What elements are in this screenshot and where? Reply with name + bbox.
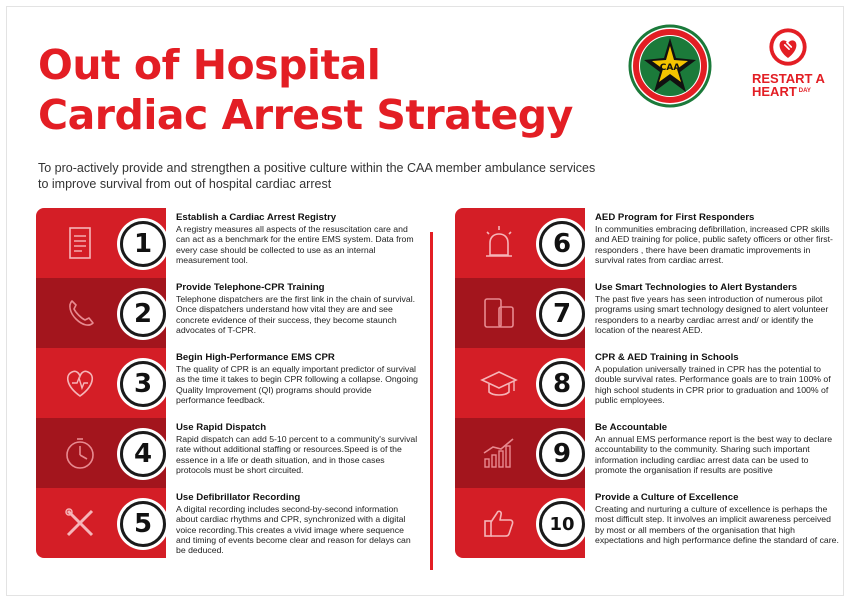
tools-icon <box>60 503 100 543</box>
step-number: 9 <box>539 431 585 477</box>
step-title: Establish a Cardiac Arrest Registry <box>176 212 337 223</box>
step-title: Use Smart Technologies to Alert Bystanders <box>595 282 798 293</box>
step-item <box>36 208 426 278</box>
step-body: Creating and nurturing a culture of excellence is perhaps the most difficult step. It involves an implicit awareness perceived by most or all members of the organisation that high expectations and high performance define the standard of care. <box>595 504 839 545</box>
step-text <box>595 282 839 335</box>
step-text <box>176 422 420 475</box>
step-number: 8 <box>539 361 585 407</box>
step-body: In communities embracing defibrillation, increased CPR skills and AED training for police, public safety officers or other first-responders , there have been dramatic improvements in survival rates from cardiac arrest. <box>595 224 833 265</box>
step-item <box>455 278 845 348</box>
step-item <box>455 208 845 278</box>
step-item <box>455 418 845 488</box>
step-body: Telephone dispatchers are the first link in the chain of survival. Once dispatchers understand how vital they are and see concrete evidence of their success, they become staunch advocates of T-CPR. <box>176 294 416 335</box>
step-number: 6 <box>539 221 585 267</box>
step-number: 5 <box>120 501 166 547</box>
step-body: The quality of CPR is an equally important predictor of survival as the time it takes to begin CPR following a collapse. Ongoing Quality Improvement (QI) programs should provide performance feedback. <box>176 364 418 405</box>
column-divider <box>430 232 433 570</box>
step-text <box>595 352 839 405</box>
step-number: 10 <box>539 501 585 547</box>
step-item <box>36 418 426 488</box>
rah-heart-word: HEART <box>752 84 797 99</box>
restart-a-heart-wordmark <box>752 72 836 98</box>
telephone-icon <box>60 293 100 333</box>
step-body: A registry measures all aspects of the resuscitation care and can act as a benchmark for the entire EMS system. Data from every case should be collected to use as an internal measurement tool. <box>176 224 414 265</box>
document-icon <box>60 223 100 263</box>
step-body: The past five years has seen introduction of numerous pilot programs using smart technology designed to alert volunteer responders to a nearby cardiac arrest and/ or identify the location of the nearest AED. <box>595 294 829 335</box>
step-number: 4 <box>120 431 166 477</box>
step-body: A digital recording includes second-by-second information about cardiac rhythms and CPR, synchronized with a digital voice recording.This creates a vivid image where sequence and timing of events become clear and reason for delays can be deduced. <box>176 504 411 556</box>
stopwatch-icon <box>60 433 100 473</box>
title-line-2: Cardiac Arrest Strategy <box>38 91 573 139</box>
step-title: Use Defibrillator Recording <box>176 492 301 503</box>
page-subtitle <box>38 160 678 192</box>
step-title: Provide a Culture of Excellence <box>595 492 739 503</box>
step-number: 1 <box>120 221 166 267</box>
step-item <box>455 488 845 558</box>
alarm-light-icon <box>479 223 519 263</box>
step-text <box>595 422 839 475</box>
rah-line-1: RESTART A <box>752 71 825 86</box>
step-title: Use Rapid Dispatch <box>176 422 267 433</box>
step-number: 2 <box>120 291 166 337</box>
caa-logo-text: CAA <box>659 63 681 73</box>
devices-icon <box>479 293 519 333</box>
step-body: Rapid dispatch can add 5-10 percent to a community's survival rate without additional staffing or resources.Speed is of the essence in a life or death situation, and in those cases protocols must be short circuited. <box>176 434 418 475</box>
growth-chart-icon <box>479 433 519 473</box>
step-title: AED Program for First Responders <box>595 212 755 223</box>
steps-column-left <box>36 208 426 558</box>
page-title <box>38 40 573 140</box>
step-item <box>36 278 426 348</box>
title-line-1: Out of Hospital <box>38 41 381 89</box>
subtitle-line-1: To pro-actively provide and strengthen a positive culture within the CAA member ambulance services <box>38 161 596 175</box>
step-title: Provide Telephone-CPR Training <box>176 282 325 293</box>
step-number: 7 <box>539 291 585 337</box>
step-title: Begin High-Performance EMS CPR <box>176 352 335 363</box>
heart-icon <box>60 363 100 403</box>
graduation-cap-icon <box>479 363 519 403</box>
step-title: Be Accountable <box>595 422 668 433</box>
step-item <box>36 348 426 418</box>
step-number: 3 <box>120 361 166 407</box>
step-text <box>595 492 839 545</box>
step-body: A population universally trained in CPR has the potential to double survival rates. Performance goals are to train 100% of high school students in CPR prior to graduation and 100% of public employees. <box>595 364 831 405</box>
step-item <box>455 348 845 418</box>
step-text <box>176 212 420 265</box>
step-title: CPR & AED Training in Schools <box>595 352 739 363</box>
step-text <box>595 212 839 265</box>
rah-day-word: DAY <box>798 88 811 94</box>
rah-line-2 <box>752 85 836 98</box>
caa-logo <box>628 24 712 108</box>
steps-column-right <box>455 208 845 558</box>
step-body: An annual EMS performance report is the best way to declare accountability to the community. Sharing such important information including cardiac arrest data can be used to promote the organisation if results are positive <box>595 434 833 475</box>
subtitle-line-2: to improve survival from out of hospital cardiac arrest <box>38 177 332 191</box>
thumbs-up-icon <box>479 503 519 543</box>
step-text <box>176 282 420 335</box>
step-item <box>36 488 426 558</box>
step-text <box>176 352 420 405</box>
step-text <box>176 492 420 555</box>
